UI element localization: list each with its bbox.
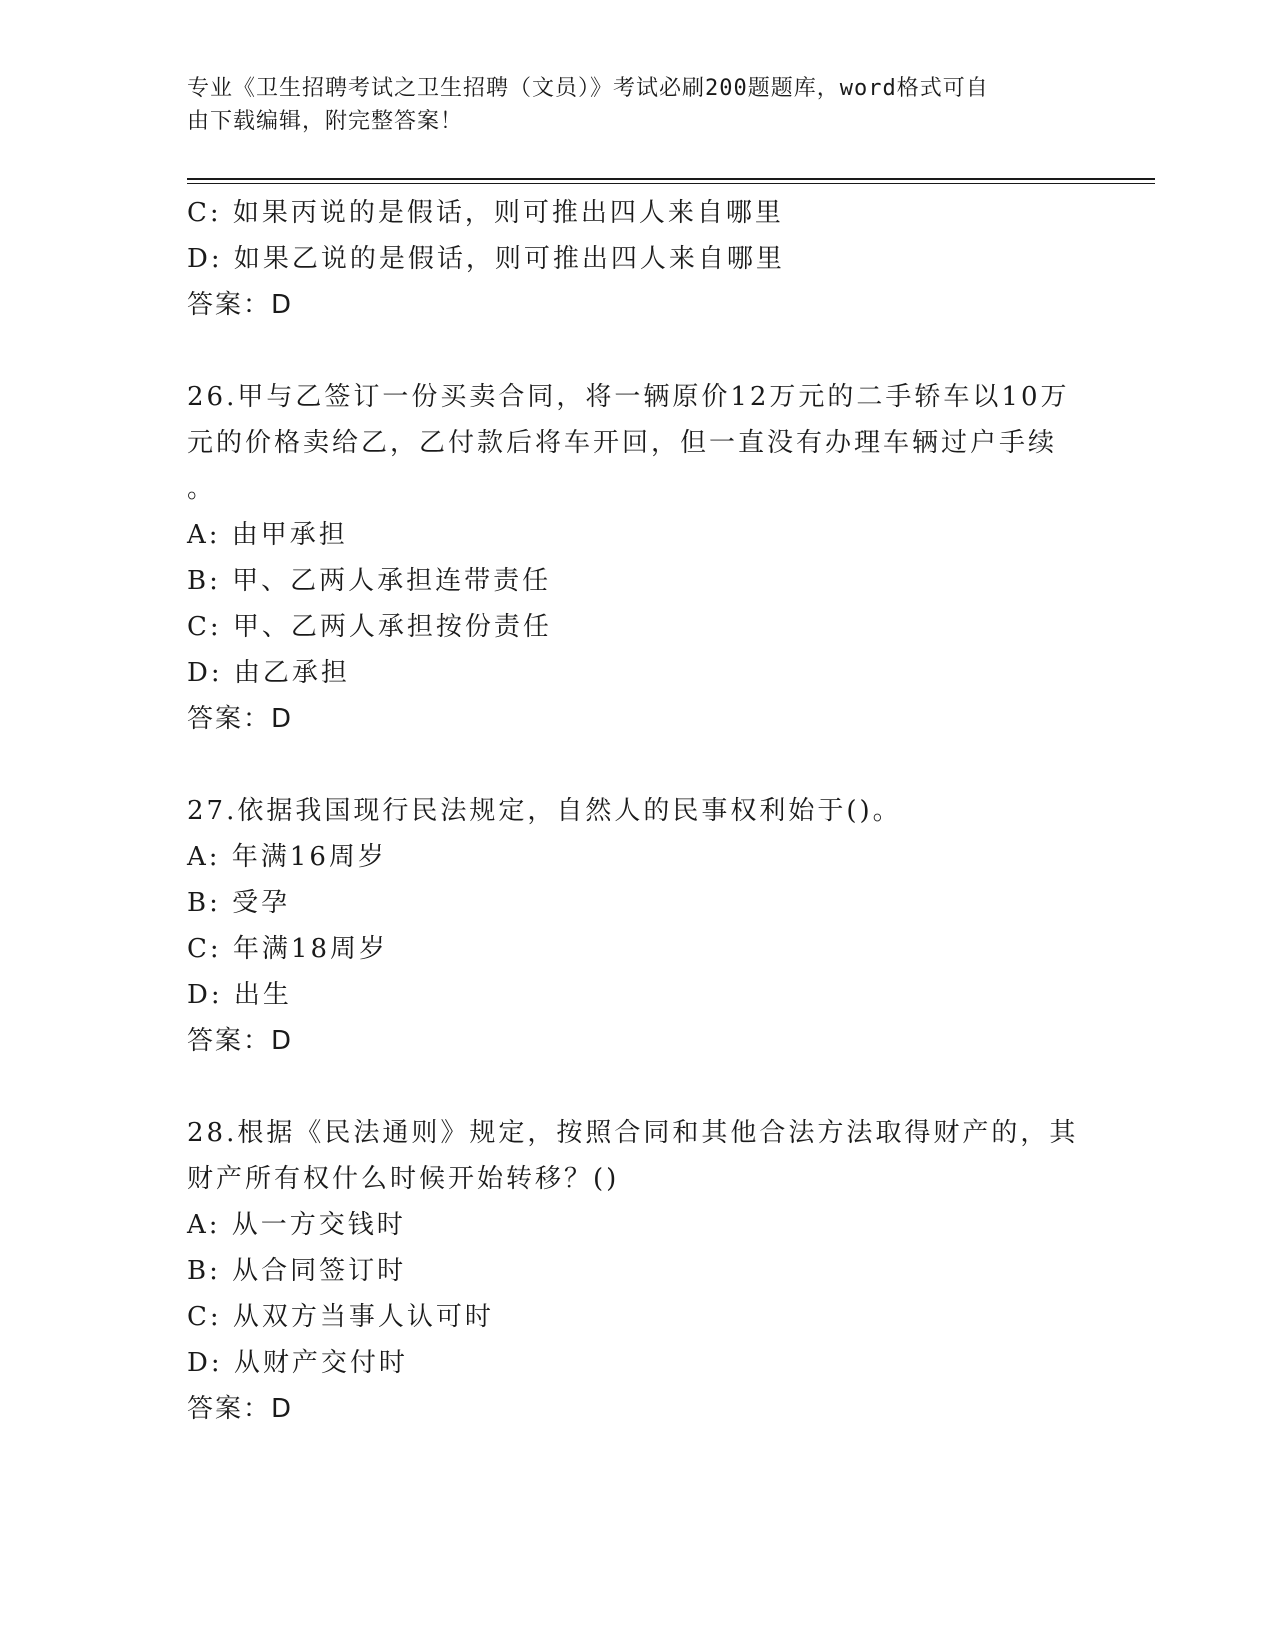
option-d: D: 出生 [187,980,292,1010]
option-b: B: 甲、乙两人承担连带责任 [187,566,552,596]
option-d: D: 由乙承担 [187,658,350,688]
question-list [187,190,1087,1432]
header-divider-thick [187,178,1155,180]
header-line-1: 专业《卫生招聘考试之卫生招聘（文员）》考试必刷200题题库，word格式可自 [187,76,989,101]
question-27 [187,788,1087,1064]
option-b: B: 受孕 [187,888,291,918]
answer-line: 答案：D [187,290,294,320]
option-c: C: 甲、乙两人承担按份责任 [187,612,552,642]
question-stem: 27.依据我国现行民法规定，自然人的民事权利始于()。 [187,796,902,826]
option-a: A: 从一方交钱时 [187,1210,406,1240]
question-stem-continued: 元的价格卖给乙，乙付款后将车开回，但一直没有办理车辆过户手续 [187,428,1058,458]
spacer [187,1064,1087,1110]
option-b: B: 从合同签订时 [187,1256,407,1286]
option-c: C: 从双方当事人认可时 [187,1302,494,1332]
question-28 [187,1110,1087,1432]
option-d: D: 如果乙说的是假话，则可推出四人来自哪里 [187,244,785,274]
option-a: A: 年满16周岁 [187,842,387,872]
option-c: C: 如果丙说的是假话，则可推出四人来自哪里 [187,198,784,228]
question-stem: 28.根据《民法通则》规定，按照合同和其他合法方法取得财产的，其 [187,1118,1079,1148]
spacer [187,328,1087,374]
question-stem-continued: 。 [187,474,217,504]
answer-line: 答案：D [187,1394,294,1424]
answer-line: 答案：D [187,1026,294,1056]
header-divider-thin [187,183,1155,184]
question-26 [187,374,1087,742]
question-stem: 26.甲与乙签订一份买卖合同，将一辆原价12万元的二手轿车以10万 [187,382,1070,412]
header-line-2: 由下载编辑，附完整答案！ [187,109,464,134]
option-a: A: 由甲承担 [187,520,348,550]
option-d: D: 从财产交付时 [187,1348,408,1378]
spacer [187,742,1087,788]
document-header [187,72,1067,138]
answer-line: 答案：D [187,704,294,734]
question-stem-continued: 财产所有权什么时候开始转移？() [187,1164,620,1194]
option-c: C: 年满18周岁 [187,934,389,964]
previous-question-block [187,190,1087,328]
